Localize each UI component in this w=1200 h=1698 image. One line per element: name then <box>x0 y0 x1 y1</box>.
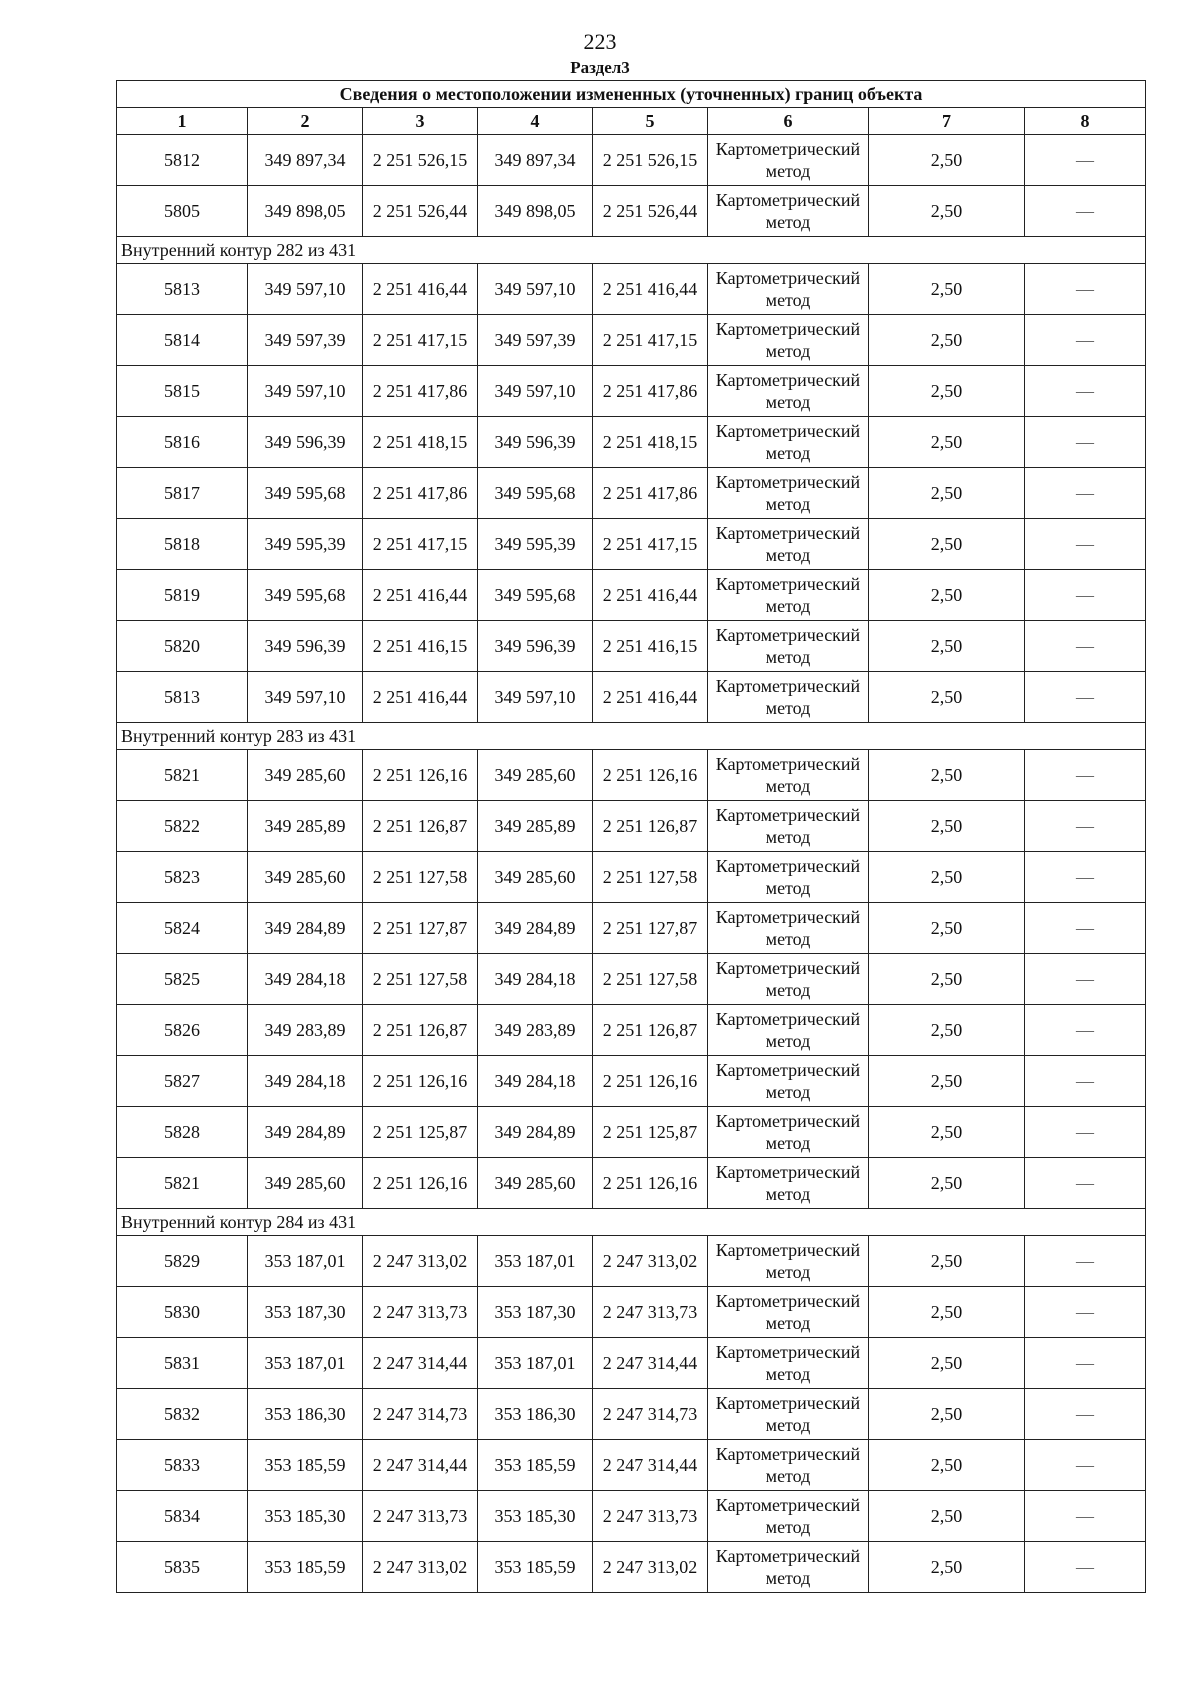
accuracy-cell: 2,50 <box>869 417 1025 468</box>
y-refined-cell: 2 251 127,87 <box>593 903 708 954</box>
accuracy-cell: 2,50 <box>869 1158 1025 1209</box>
y-refined-cell: 2 251 127,58 <box>593 852 708 903</box>
x-existing-cell: 349 285,60 <box>248 750 363 801</box>
y-existing-cell: 2 251 127,58 <box>363 954 478 1005</box>
accuracy-cell: 2,50 <box>869 672 1025 723</box>
y-existing-cell: 2 251 127,87 <box>363 903 478 954</box>
x-existing-cell: 349 898,05 <box>248 186 363 237</box>
y-existing-cell: 2 251 416,44 <box>363 672 478 723</box>
x-refined-cell: 349 597,39 <box>478 315 593 366</box>
y-refined-cell: 2 251 127,58 <box>593 954 708 1005</box>
x-refined-cell: 353 186,30 <box>478 1389 593 1440</box>
x-existing-cell: 349 595,68 <box>248 570 363 621</box>
table-row <box>117 366 1146 417</box>
y-existing-cell: 2 247 313,73 <box>363 1287 478 1338</box>
description-cell: — <box>1025 417 1146 468</box>
table-row <box>117 570 1146 621</box>
y-refined-cell: 2 251 526,15 <box>593 135 708 186</box>
y-refined-cell: 2 251 126,87 <box>593 801 708 852</box>
x-existing-cell: 349 284,18 <box>248 1056 363 1107</box>
x-existing-cell: 353 185,59 <box>248 1440 363 1491</box>
table-row <box>117 1107 1146 1158</box>
description-cell: — <box>1025 1287 1146 1338</box>
x-refined-cell: 353 185,59 <box>478 1542 593 1593</box>
x-existing-cell: 349 597,10 <box>248 366 363 417</box>
y-refined-cell: 2 247 313,73 <box>593 1491 708 1542</box>
y-existing-cell: 2 251 526,44 <box>363 186 478 237</box>
x-existing-cell: 349 597,10 <box>248 672 363 723</box>
description-cell: — <box>1025 366 1146 417</box>
method-cell: Картометрический метод <box>708 468 869 519</box>
description-cell: — <box>1025 1491 1146 1542</box>
table-row <box>117 1005 1146 1056</box>
description-cell: — <box>1025 468 1146 519</box>
y-existing-cell: 2 251 126,16 <box>363 1158 478 1209</box>
description-cell: — <box>1025 315 1146 366</box>
table-row <box>117 1440 1146 1491</box>
accuracy-cell: 2,50 <box>869 468 1025 519</box>
table-row <box>117 954 1146 1005</box>
x-existing-cell: 353 185,30 <box>248 1491 363 1542</box>
x-refined-cell: 349 597,10 <box>478 264 593 315</box>
point-number-cell: 5821 <box>117 1158 248 1209</box>
y-existing-cell: 2 251 416,44 <box>363 570 478 621</box>
y-existing-cell: 2 251 417,86 <box>363 468 478 519</box>
y-existing-cell: 2 247 313,02 <box>363 1542 478 1593</box>
y-existing-cell: 2 251 127,58 <box>363 852 478 903</box>
accuracy-cell: 2,50 <box>869 1389 1025 1440</box>
table-row <box>117 1338 1146 1389</box>
page-number: 223 <box>583 29 617 54</box>
table-row <box>117 315 1146 366</box>
y-existing-cell: 2 247 313,73 <box>363 1491 478 1542</box>
accuracy-cell: 2,50 <box>869 621 1025 672</box>
method-cell: Картометрический метод <box>708 1338 869 1389</box>
x-existing-cell: 349 597,39 <box>248 315 363 366</box>
y-existing-cell: 2 251 417,86 <box>363 366 478 417</box>
y-existing-cell: 2 247 314,73 <box>363 1389 478 1440</box>
table-row <box>117 1491 1146 1542</box>
y-existing-cell: 2 251 417,15 <box>363 315 478 366</box>
point-number-cell: 5816 <box>117 417 248 468</box>
method-cell: Картометрический метод <box>708 135 869 186</box>
column-header: 3 <box>363 108 478 135</box>
point-number-cell: 5813 <box>117 264 248 315</box>
description-cell: — <box>1025 672 1146 723</box>
description-cell: — <box>1025 621 1146 672</box>
method-cell: Картометрический метод <box>708 186 869 237</box>
x-existing-cell: 349 285,60 <box>248 1158 363 1209</box>
description-cell: — <box>1025 1158 1146 1209</box>
table-row <box>117 852 1146 903</box>
description-cell: — <box>1025 954 1146 1005</box>
description-cell: — <box>1025 1440 1146 1491</box>
point-number-cell: 5835 <box>117 1542 248 1593</box>
accuracy-cell: 2,50 <box>869 264 1025 315</box>
point-number-cell: 5817 <box>117 468 248 519</box>
contour-title: Внутренний контур 283 из 431 <box>117 723 1146 750</box>
column-header: 2 <box>248 108 363 135</box>
table-caption-row <box>117 81 1146 108</box>
description-cell: — <box>1025 801 1146 852</box>
y-existing-cell: 2 251 125,87 <box>363 1107 478 1158</box>
y-existing-cell: 2 251 416,15 <box>363 621 478 672</box>
x-refined-cell: 349 284,89 <box>478 903 593 954</box>
point-number-cell: 5818 <box>117 519 248 570</box>
x-existing-cell: 353 186,30 <box>248 1389 363 1440</box>
point-number-cell: 5828 <box>117 1107 248 1158</box>
description-cell: — <box>1025 1107 1146 1158</box>
description-cell: — <box>1025 1236 1146 1287</box>
method-cell: Картометрический метод <box>708 1389 869 1440</box>
description-cell: — <box>1025 1005 1146 1056</box>
accuracy-cell: 2,50 <box>869 903 1025 954</box>
y-existing-cell: 2 251 416,44 <box>363 264 478 315</box>
x-refined-cell: 349 597,10 <box>478 366 593 417</box>
method-cell: Картометрический метод <box>708 1491 869 1542</box>
y-refined-cell: 2 251 125,87 <box>593 1107 708 1158</box>
y-refined-cell: 2 247 314,44 <box>593 1338 708 1389</box>
section-title: Раздел3 <box>570 58 630 77</box>
column-header: 5 <box>593 108 708 135</box>
table-row <box>117 1389 1146 1440</box>
point-number-cell: 5805 <box>117 186 248 237</box>
accuracy-cell: 2,50 <box>869 1440 1025 1491</box>
accuracy-cell: 2,50 <box>869 1491 1025 1542</box>
x-refined-cell: 349 897,34 <box>478 135 593 186</box>
y-existing-cell: 2 247 314,44 <box>363 1440 478 1491</box>
x-existing-cell: 349 284,89 <box>248 1107 363 1158</box>
description-cell: — <box>1025 903 1146 954</box>
y-existing-cell: 2 251 126,87 <box>363 1005 478 1056</box>
x-existing-cell: 349 595,39 <box>248 519 363 570</box>
method-cell: Картометрический метод <box>708 1287 869 1338</box>
table-row <box>117 468 1146 519</box>
x-existing-cell: 349 897,34 <box>248 135 363 186</box>
contour-header-row <box>117 237 1146 264</box>
contour-header-row <box>117 1209 1146 1236</box>
point-number-cell: 5824 <box>117 903 248 954</box>
y-refined-cell: 2 247 313,02 <box>593 1542 708 1593</box>
x-existing-cell: 353 185,59 <box>248 1542 363 1593</box>
contour-title: Внутренний контур 282 из 431 <box>117 237 1146 264</box>
point-number-cell: 5826 <box>117 1005 248 1056</box>
description-cell: — <box>1025 264 1146 315</box>
point-number-cell: 5825 <box>117 954 248 1005</box>
description-cell: — <box>1025 570 1146 621</box>
y-existing-cell: 2 251 526,15 <box>363 135 478 186</box>
y-refined-cell: 2 251 126,16 <box>593 1056 708 1107</box>
x-refined-cell: 349 285,60 <box>478 852 593 903</box>
table-row <box>117 135 1146 186</box>
accuracy-cell: 2,50 <box>869 1287 1025 1338</box>
x-refined-cell: 349 283,89 <box>478 1005 593 1056</box>
column-header: 6 <box>708 108 869 135</box>
accuracy-cell: 2,50 <box>869 1236 1025 1287</box>
y-existing-cell: 2 251 126,16 <box>363 750 478 801</box>
table-row <box>117 621 1146 672</box>
x-refined-cell: 349 284,18 <box>478 954 593 1005</box>
point-number-cell: 5821 <box>117 750 248 801</box>
x-refined-cell: 349 597,10 <box>478 672 593 723</box>
table-row <box>117 417 1146 468</box>
description-cell: — <box>1025 750 1146 801</box>
accuracy-cell: 2,50 <box>869 186 1025 237</box>
accuracy-cell: 2,50 <box>869 135 1025 186</box>
y-refined-cell: 2 247 314,73 <box>593 1389 708 1440</box>
point-number-cell: 5820 <box>117 621 248 672</box>
method-cell: Картометрический метод <box>708 315 869 366</box>
method-cell: Картометрический метод <box>708 366 869 417</box>
boundary-table <box>116 80 1146 1593</box>
x-existing-cell: 349 597,10 <box>248 264 363 315</box>
accuracy-cell: 2,50 <box>869 1005 1025 1056</box>
point-number-cell: 5833 <box>117 1440 248 1491</box>
description-cell: — <box>1025 1056 1146 1107</box>
description-cell: — <box>1025 186 1146 237</box>
y-refined-cell: 2 247 314,44 <box>593 1440 708 1491</box>
x-existing-cell: 349 595,68 <box>248 468 363 519</box>
x-refined-cell: 353 187,01 <box>478 1236 593 1287</box>
point-number-cell: 5814 <box>117 315 248 366</box>
method-cell: Картометрический метод <box>708 264 869 315</box>
method-cell: Картометрический метод <box>708 1056 869 1107</box>
accuracy-cell: 2,50 <box>869 852 1025 903</box>
accuracy-cell: 2,50 <box>869 954 1025 1005</box>
y-refined-cell: 2 251 416,44 <box>593 264 708 315</box>
accuracy-cell: 2,50 <box>869 1338 1025 1389</box>
description-cell: — <box>1025 519 1146 570</box>
accuracy-cell: 2,50 <box>869 570 1025 621</box>
accuracy-cell: 2,50 <box>869 315 1025 366</box>
table-row <box>117 750 1146 801</box>
description-cell: — <box>1025 1389 1146 1440</box>
table-row <box>117 1287 1146 1338</box>
table-row <box>117 264 1146 315</box>
method-cell: Картометрический метод <box>708 1158 869 1209</box>
x-refined-cell: 349 595,68 <box>478 570 593 621</box>
y-refined-cell: 2 251 126,16 <box>593 750 708 801</box>
point-number-cell: 5822 <box>117 801 248 852</box>
table-row <box>117 903 1146 954</box>
method-cell: Картометрический метод <box>708 621 869 672</box>
method-cell: Картометрический метод <box>708 750 869 801</box>
y-existing-cell: 2 251 417,15 <box>363 519 478 570</box>
x-refined-cell: 353 185,30 <box>478 1491 593 1542</box>
y-refined-cell: 2 251 126,16 <box>593 1158 708 1209</box>
y-existing-cell: 2 251 126,16 <box>363 1056 478 1107</box>
table-row <box>117 1542 1146 1593</box>
y-refined-cell: 2 251 126,87 <box>593 1005 708 1056</box>
x-existing-cell: 349 285,60 <box>248 852 363 903</box>
x-refined-cell: 349 285,60 <box>478 750 593 801</box>
x-refined-cell: 353 187,30 <box>478 1287 593 1338</box>
column-header-row <box>117 108 1146 135</box>
point-number-cell: 5815 <box>117 366 248 417</box>
method-cell: Картометрический метод <box>708 801 869 852</box>
y-existing-cell: 2 251 126,87 <box>363 801 478 852</box>
point-number-cell: 5834 <box>117 1491 248 1542</box>
x-existing-cell: 349 285,89 <box>248 801 363 852</box>
point-number-cell: 5823 <box>117 852 248 903</box>
x-refined-cell: 349 285,89 <box>478 801 593 852</box>
contour-title: Внутренний контур 284 из 431 <box>117 1209 1146 1236</box>
x-refined-cell: 349 596,39 <box>478 417 593 468</box>
y-refined-cell: 2 247 313,02 <box>593 1236 708 1287</box>
y-refined-cell: 2 251 417,15 <box>593 519 708 570</box>
y-refined-cell: 2 251 418,15 <box>593 417 708 468</box>
column-header: 1 <box>117 108 248 135</box>
column-header: 8 <box>1025 108 1146 135</box>
point-number-cell: 5832 <box>117 1389 248 1440</box>
y-existing-cell: 2 247 314,44 <box>363 1338 478 1389</box>
method-cell: Картометрический метод <box>708 1542 869 1593</box>
y-refined-cell: 2 251 417,86 <box>593 468 708 519</box>
accuracy-cell: 2,50 <box>869 519 1025 570</box>
column-header: 7 <box>869 108 1025 135</box>
y-existing-cell: 2 247 313,02 <box>363 1236 478 1287</box>
table-row <box>117 186 1146 237</box>
point-number-cell: 5812 <box>117 135 248 186</box>
y-refined-cell: 2 251 416,44 <box>593 570 708 621</box>
x-existing-cell: 349 284,18 <box>248 954 363 1005</box>
method-cell: Картометрический метод <box>708 1107 869 1158</box>
method-cell: Картометрический метод <box>708 1440 869 1491</box>
y-refined-cell: 2 251 526,44 <box>593 186 708 237</box>
accuracy-cell: 2,50 <box>869 1056 1025 1107</box>
point-number-cell: 5813 <box>117 672 248 723</box>
method-cell: Картометрический метод <box>708 570 869 621</box>
accuracy-cell: 2,50 <box>869 1107 1025 1158</box>
method-cell: Картометрический метод <box>708 954 869 1005</box>
description-cell: — <box>1025 1542 1146 1593</box>
method-cell: Картометрический метод <box>708 672 869 723</box>
x-existing-cell: 349 284,89 <box>248 903 363 954</box>
column-header: 4 <box>478 108 593 135</box>
point-number-cell: 5831 <box>117 1338 248 1389</box>
table-row <box>117 519 1146 570</box>
method-cell: Картометрический метод <box>708 519 869 570</box>
x-existing-cell: 353 187,30 <box>248 1287 363 1338</box>
x-refined-cell: 353 187,01 <box>478 1338 593 1389</box>
x-refined-cell: 349 284,18 <box>478 1056 593 1107</box>
y-refined-cell: 2 247 313,73 <box>593 1287 708 1338</box>
x-existing-cell: 353 187,01 <box>248 1236 363 1287</box>
accuracy-cell: 2,50 <box>869 366 1025 417</box>
accuracy-cell: 2,50 <box>869 750 1025 801</box>
y-refined-cell: 2 251 416,15 <box>593 621 708 672</box>
x-refined-cell: 349 595,39 <box>478 519 593 570</box>
x-refined-cell: 349 285,60 <box>478 1158 593 1209</box>
y-refined-cell: 2 251 417,15 <box>593 315 708 366</box>
x-existing-cell: 353 187,01 <box>248 1338 363 1389</box>
accuracy-cell: 2,50 <box>869 801 1025 852</box>
description-cell: — <box>1025 135 1146 186</box>
x-refined-cell: 349 596,39 <box>478 621 593 672</box>
table-row <box>117 1236 1146 1287</box>
x-refined-cell: 349 595,68 <box>478 468 593 519</box>
point-number-cell: 5819 <box>117 570 248 621</box>
table-row <box>117 1056 1146 1107</box>
x-existing-cell: 349 596,39 <box>248 621 363 672</box>
y-refined-cell: 2 251 416,44 <box>593 672 708 723</box>
y-existing-cell: 2 251 418,15 <box>363 417 478 468</box>
x-existing-cell: 349 283,89 <box>248 1005 363 1056</box>
method-cell: Картометрический метод <box>708 1236 869 1287</box>
x-existing-cell: 349 596,39 <box>248 417 363 468</box>
table-row <box>117 1158 1146 1209</box>
table-row <box>117 672 1146 723</box>
description-cell: — <box>1025 852 1146 903</box>
method-cell: Картометрический метод <box>708 1005 869 1056</box>
x-refined-cell: 349 898,05 <box>478 186 593 237</box>
x-refined-cell: 353 185,59 <box>478 1440 593 1491</box>
point-number-cell: 5827 <box>117 1056 248 1107</box>
method-cell: Картометрический метод <box>708 852 869 903</box>
point-number-cell: 5829 <box>117 1236 248 1287</box>
x-refined-cell: 349 284,89 <box>478 1107 593 1158</box>
method-cell: Картометрический метод <box>708 417 869 468</box>
accuracy-cell: 2,50 <box>869 1542 1025 1593</box>
table-title: Сведения о местоположении измененных (уточненных) границ объекта <box>117 81 1146 108</box>
point-number-cell: 5830 <box>117 1287 248 1338</box>
table-row <box>117 801 1146 852</box>
contour-header-row <box>117 723 1146 750</box>
description-cell: — <box>1025 1338 1146 1389</box>
y-refined-cell: 2 251 417,86 <box>593 366 708 417</box>
method-cell: Картометрический метод <box>708 903 869 954</box>
